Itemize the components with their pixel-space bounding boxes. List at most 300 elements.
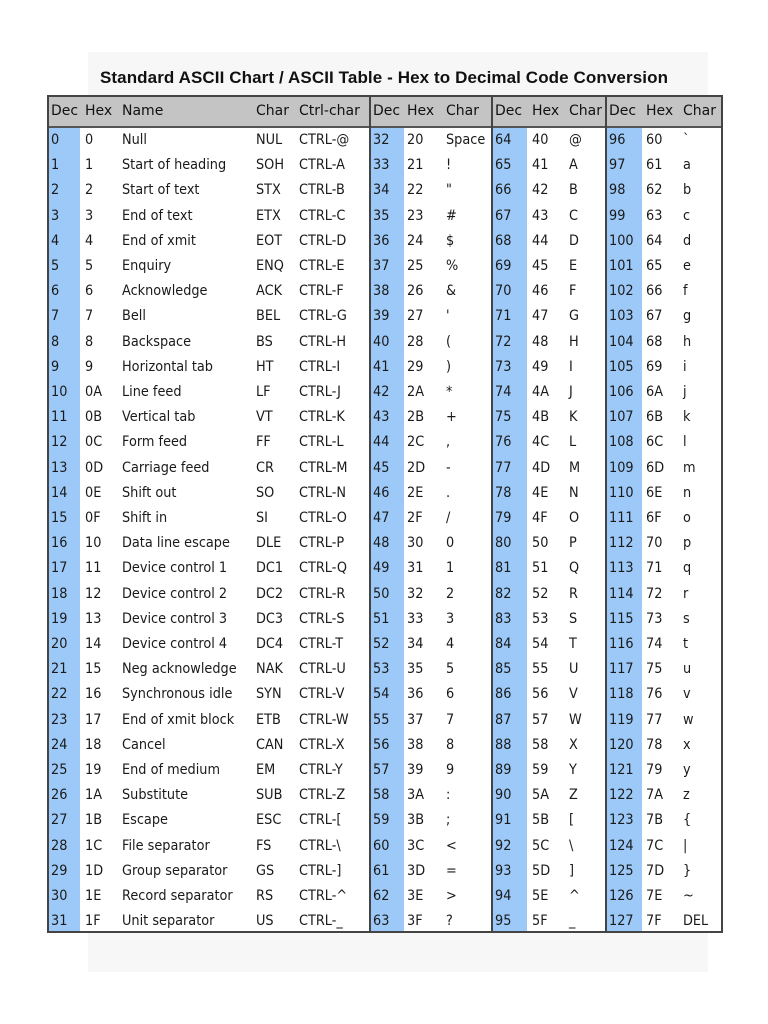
cell-hex-group1: 2 — [85, 182, 94, 199]
cell-dec-group1: 9 — [51, 358, 60, 375]
cell-char-group2: < — [446, 837, 457, 854]
cell-char-group2: 1 — [446, 560, 455, 577]
cell-hex-group2: 2E — [407, 484, 424, 501]
cell-char-group1: SUB — [256, 787, 283, 804]
cell-ctrl-char-group1: CTRL-G — [299, 308, 347, 325]
cell-char-group1: DLE — [256, 535, 282, 552]
cell-char-group1: BEL — [256, 308, 281, 325]
cell-name-group1: Shift out — [122, 484, 177, 501]
cell-dec-group1: 0 — [51, 132, 60, 148]
cell-hex-group4: 6F — [646, 510, 662, 526]
cell-dec-group4: 112 — [609, 535, 634, 552]
cell-hex-group3: 4F — [532, 510, 548, 526]
cell-hex-group1: 18 — [85, 736, 102, 753]
cell-dec-group4: 103 — [609, 308, 634, 325]
cell-dec-group1: 26 — [51, 787, 68, 804]
cell-hex-group3: 4A — [532, 384, 550, 400]
header-char-group2: Char — [446, 103, 479, 119]
cell-hex-group2: 29 — [407, 358, 424, 375]
cell-char-group2: 4 — [446, 636, 455, 652]
cell-char-group4: g — [683, 308, 692, 325]
page-title: Standard ASCII Chart / ASCII Table - Hex to Decimal Code Conversion — [99, 68, 669, 87]
cell-hex-group1: 6 — [85, 283, 94, 300]
cell-ctrl-char-group1: CTRL-J — [299, 384, 341, 400]
table-row — [49, 531, 721, 556]
cell-char-group3: @ — [569, 132, 582, 148]
cell-dec-group1: 5 — [51, 258, 60, 274]
cell-ctrl-char-group1: CTRL-R — [299, 585, 346, 602]
cell-char-group3: U — [569, 661, 579, 678]
cell-ctrl-char-group1: CTRL-@ — [299, 132, 350, 148]
cell-char-group4: r — [683, 585, 689, 602]
cell-hex-group4: 77 — [646, 711, 663, 728]
cell-char-group4: m — [683, 459, 696, 476]
cell-name-group1: End of text — [122, 207, 193, 224]
cell-ctrl-char-group1: CTRL-U — [299, 661, 346, 678]
cell-dec-group1: 27 — [51, 812, 68, 829]
cell-ctrl-char-group1: CTRL-[ — [299, 812, 342, 829]
cell-char-group4: s — [683, 610, 690, 627]
cell-char-group1: DC3 — [256, 610, 284, 627]
cell-dec-group3: 92 — [495, 837, 512, 854]
cell-hex-group3: 50 — [532, 535, 549, 552]
cell-hex-group3: 5E — [532, 888, 549, 904]
cell-char-group4: | — [683, 837, 688, 854]
cell-dec-group2: 50 — [373, 585, 390, 602]
cell-name-group1: Vertical tab — [122, 409, 196, 426]
cell-char-group4: DEL — [683, 913, 709, 930]
cell-hex-group2: 38 — [407, 736, 424, 753]
cell-char-group1: SO — [256, 484, 275, 501]
cell-hex-group1: 0D — [85, 459, 104, 476]
cell-dec-group3: 90 — [495, 787, 512, 804]
cell-hex-group1: 1E — [85, 888, 102, 904]
cell-dec-group2: 54 — [373, 686, 390, 703]
cell-dec-group3: 93 — [495, 862, 512, 879]
header-dec-group2: Dec — [373, 103, 401, 119]
cell-hex-group1: 0F — [85, 510, 101, 526]
cell-char-group1: SOH — [256, 157, 285, 174]
cell-hex-group4: 64 — [646, 232, 663, 249]
cell-ctrl-char-group1: CTRL-Y — [299, 762, 343, 778]
cell-dec-group1: 16 — [51, 535, 68, 552]
cell-dec-group3: 75 — [495, 409, 512, 426]
cell-dec-group2: 41 — [373, 358, 390, 375]
cell-hex-group1: 1C — [85, 837, 103, 854]
cell-char-group3: C — [569, 207, 578, 224]
cell-dec-group4: 126 — [609, 888, 634, 904]
cell-hex-group4: 69 — [646, 358, 663, 375]
cell-char-group1: VT — [256, 409, 273, 426]
cell-char-group4: c — [683, 207, 691, 224]
cell-dec-group2: 45 — [373, 459, 390, 476]
cell-char-group2: = — [446, 862, 457, 879]
cell-char-group4: } — [683, 862, 692, 879]
cell-char-group1: FF — [256, 434, 271, 451]
cell-name-group1: Device control 4 — [122, 636, 228, 652]
cell-char-group4: x — [683, 736, 691, 753]
cell-dec-group3: 64 — [495, 132, 512, 148]
cell-dec-group2: 36 — [373, 232, 390, 249]
cell-hex-group3: 4D — [532, 459, 551, 476]
cell-dec-group2: 33 — [373, 157, 390, 174]
cell-char-group2: - — [446, 459, 451, 476]
cell-char-group2: " — [446, 182, 452, 199]
cell-hex-group2: 33 — [407, 610, 424, 627]
cell-char-group1: DC4 — [256, 636, 284, 652]
cell-hex-group3: 4B — [532, 409, 550, 426]
cell-hex-group3: 40 — [532, 132, 549, 148]
cell-dec-group2: 44 — [373, 434, 390, 451]
cell-char-group3: O — [569, 510, 580, 526]
cell-hex-group4: 74 — [646, 636, 663, 652]
cell-char-group3: K — [569, 409, 578, 426]
cell-dec-group1: 29 — [51, 862, 68, 879]
cell-hex-group1: 7 — [85, 308, 94, 325]
table-header-row — [49, 97, 721, 128]
cell-hex-group4: 6A — [646, 384, 664, 400]
cell-char-group2: ) — [446, 358, 452, 375]
cell-dec-group4: 96 — [609, 132, 626, 148]
cell-dec-group1: 15 — [51, 510, 68, 526]
cell-hex-group3: 4E — [532, 484, 549, 501]
cell-hex-group3: 58 — [532, 736, 549, 753]
cell-name-group1: Neg acknowledge — [122, 661, 237, 678]
cell-hex-group2: 27 — [407, 308, 424, 325]
cell-hex-group2: 24 — [407, 232, 424, 249]
cell-char-group2: 7 — [446, 711, 455, 728]
cell-dec-group1: 17 — [51, 560, 68, 577]
cell-hex-group4: 7C — [646, 837, 664, 854]
cell-name-group1: File separator — [122, 837, 210, 854]
cell-hex-group3: 52 — [532, 585, 549, 602]
table-row — [49, 279, 721, 304]
cell-dec-group2: 32 — [373, 132, 390, 148]
cell-dec-group1: 22 — [51, 686, 68, 703]
cell-char-group4: h — [683, 333, 692, 350]
cell-dec-group3: 89 — [495, 762, 512, 778]
cell-dec-group4: 98 — [609, 182, 626, 199]
cell-char-group2: > — [446, 888, 457, 904]
cell-hex-group1: 10 — [85, 535, 102, 552]
cell-dec-group4: 125 — [609, 862, 634, 879]
cell-char-group2: / — [446, 510, 451, 526]
cell-char-group2: & — [446, 283, 457, 300]
cell-char-group2: 0 — [446, 535, 455, 552]
cell-dec-group1: 25 — [51, 762, 68, 778]
cell-hex-group2: 3C — [407, 837, 425, 854]
cell-hex-group4: 79 — [646, 762, 663, 778]
cell-char-group3: J — [569, 384, 573, 400]
cell-name-group1: Shift in — [122, 510, 168, 526]
header-hex-group3: Hex — [532, 103, 560, 119]
cell-dec-group2: 53 — [373, 661, 390, 678]
table-row — [49, 884, 721, 909]
cell-hex-group3: 5A — [532, 787, 550, 804]
cell-char-group2: Space — [446, 132, 486, 148]
cell-hex-group1: 14 — [85, 636, 102, 652]
header-char-group4: Char — [683, 103, 716, 119]
cell-char-group4: o — [683, 510, 691, 526]
cell-dec-group1: 19 — [51, 610, 68, 627]
cell-char-group1: ETB — [256, 711, 281, 728]
cell-char-group2: 2 — [446, 585, 455, 602]
cell-char-group2: ( — [446, 333, 452, 350]
cell-char-group1: EOT — [256, 232, 283, 249]
cell-dec-group1: 24 — [51, 736, 68, 753]
header-hex-group1: Hex — [85, 103, 113, 119]
table-row — [49, 380, 721, 405]
cell-dec-group4: 123 — [609, 812, 634, 829]
table-row — [49, 657, 721, 682]
cell-hex-group1: 17 — [85, 711, 102, 728]
cell-hex-group4: 65 — [646, 258, 663, 274]
cell-hex-group4: 7D — [646, 862, 665, 879]
table-row — [49, 758, 721, 783]
cell-char-group1: DC2 — [256, 585, 284, 602]
cell-dec-group3: 70 — [495, 283, 512, 300]
header-name-group1: Name — [122, 103, 164, 119]
cell-dec-group3: 86 — [495, 686, 512, 703]
cell-ctrl-char-group1: CTRL-Z — [299, 787, 346, 804]
cell-dec-group4: 104 — [609, 333, 634, 350]
cell-char-group1: BS — [256, 333, 273, 350]
cell-name-group1: Acknowledge — [122, 283, 208, 300]
cell-char-group3: S — [569, 610, 578, 627]
cell-name-group1: Form feed — [122, 434, 188, 451]
cell-dec-group2: 43 — [373, 409, 390, 426]
cell-dec-group1: 28 — [51, 837, 68, 854]
cell-hex-group2: 2D — [407, 459, 426, 476]
cell-dec-group1: 14 — [51, 484, 68, 501]
table-row — [49, 330, 721, 355]
cell-dec-group4: 109 — [609, 459, 634, 476]
cell-dec-group4: 106 — [609, 384, 634, 400]
cell-char-group4: u — [683, 661, 692, 678]
table-row — [49, 506, 721, 531]
cell-char-group3: H — [569, 333, 579, 350]
cell-char-group3: B — [569, 182, 578, 199]
cell-ctrl-char-group1: CTRL-Q — [299, 560, 348, 577]
cell-char-group3: A — [569, 157, 578, 174]
cell-char-group1: HT — [256, 358, 274, 375]
cell-hex-group2: 22 — [407, 182, 424, 199]
cell-hex-group3: 53 — [532, 610, 549, 627]
cell-char-group3: Z — [569, 787, 578, 804]
table-row — [49, 128, 721, 153]
cell-char-group1: RS — [256, 888, 274, 904]
cell-dec-group3: 66 — [495, 182, 512, 199]
cell-char-group1: FS — [256, 837, 272, 854]
cell-char-group4: f — [683, 283, 688, 300]
cell-ctrl-char-group1: CTRL-C — [299, 207, 346, 224]
cell-hex-group3: 55 — [532, 661, 549, 678]
cell-dec-group2: 58 — [373, 787, 390, 804]
cell-ctrl-char-group1: CTRL-O — [299, 510, 347, 526]
cell-ctrl-char-group1: CTRL-F — [299, 283, 344, 300]
table-row — [49, 229, 721, 254]
cell-dec-group1: 21 — [51, 661, 68, 678]
cell-name-group1: Bell — [122, 308, 146, 325]
cell-dec-group1: 13 — [51, 459, 68, 476]
cell-char-group1: CR — [256, 459, 274, 476]
cell-hex-group3: 5F — [532, 913, 548, 930]
cell-char-group1: CAN — [256, 736, 284, 753]
cell-char-group4: d — [683, 232, 692, 249]
cell-char-group2: $ — [446, 232, 455, 249]
cell-char-group1: DC1 — [256, 560, 284, 577]
cell-hex-group3: 49 — [532, 358, 549, 375]
header-ctrl-char-group1: Ctrl-char — [299, 103, 360, 119]
cell-dec-group2: 49 — [373, 560, 390, 577]
cell-dec-group3: 67 — [495, 207, 512, 224]
cell-hex-group3: 56 — [532, 686, 549, 703]
cell-char-group3: \ — [569, 837, 574, 854]
cell-char-group4: ~ — [683, 888, 694, 904]
cell-ctrl-char-group1: CTRL-A — [299, 157, 345, 174]
cell-char-group3: F — [569, 283, 577, 300]
cell-hex-group2: 36 — [407, 686, 424, 703]
cell-name-group1: Carriage feed — [122, 459, 210, 476]
cell-dec-group2: 35 — [373, 207, 390, 224]
cell-hex-group3: 59 — [532, 762, 549, 778]
cell-hex-group3: 5C — [532, 837, 550, 854]
cell-hex-group2: 2A — [407, 384, 425, 400]
cell-dec-group2: 42 — [373, 384, 390, 400]
cell-ctrl-char-group1: CTRL-E — [299, 258, 345, 274]
cell-hex-group4: 6B — [646, 409, 664, 426]
cell-ctrl-char-group1: CTRL-D — [299, 232, 347, 249]
cell-hex-group3: 41 — [532, 157, 549, 174]
table-row — [49, 808, 721, 833]
cell-hex-group2: 34 — [407, 636, 424, 652]
cell-hex-group3: 54 — [532, 636, 549, 652]
header-dec-group4: Dec — [609, 103, 637, 119]
cell-hex-group1: 1D — [85, 862, 104, 879]
cell-char-group2: + — [446, 409, 457, 426]
cell-dec-group2: 56 — [373, 736, 390, 753]
cell-char-group4: n — [683, 484, 692, 501]
cell-dec-group1: 4 — [51, 232, 60, 249]
cell-dec-group1: 8 — [51, 333, 60, 350]
cell-name-group1: Start of heading — [122, 157, 227, 174]
cell-hex-group3: 46 — [532, 283, 549, 300]
table-row — [49, 254, 721, 279]
cell-name-group1: End of xmit block — [122, 711, 235, 728]
table-row — [49, 708, 721, 733]
cell-char-group3: P — [569, 535, 577, 552]
cell-hex-group3: 5D — [532, 862, 551, 879]
cell-dec-group3: 65 — [495, 157, 512, 174]
cell-dec-group1: 6 — [51, 283, 60, 300]
cell-char-group2: 8 — [446, 736, 455, 753]
cell-dec-group4: 102 — [609, 283, 634, 300]
cell-hex-group1: 0C — [85, 434, 103, 451]
cell-hex-group2: 20 — [407, 132, 424, 148]
cell-char-group1: LF — [256, 384, 271, 400]
cell-hex-group3: 48 — [532, 333, 549, 350]
cell-dec-group3: 81 — [495, 560, 512, 577]
cell-hex-group2: 3A — [407, 787, 425, 804]
cell-name-group1: Horizontal tab — [122, 358, 213, 375]
cell-hex-group1: 0A — [85, 384, 103, 400]
cell-ctrl-char-group1: CTRL-X — [299, 736, 345, 753]
cell-hex-group4: 7B — [646, 812, 664, 829]
cell-dec-group4: 114 — [609, 585, 634, 602]
cell-hex-group2: 2B — [407, 409, 425, 426]
cell-dec-group3: 91 — [495, 812, 512, 829]
cell-hex-group4: 75 — [646, 661, 663, 678]
cell-name-group1: Cancel — [122, 736, 166, 753]
cell-ctrl-char-group1: CTRL-] — [299, 862, 342, 879]
cell-hex-group2: 23 — [407, 207, 424, 224]
cell-hex-group1: 1 — [85, 157, 94, 174]
cell-dec-group3: 82 — [495, 585, 512, 602]
cell-dec-group4: 108 — [609, 434, 634, 451]
cell-dec-group1: 2 — [51, 182, 60, 199]
cell-dec-group3: 72 — [495, 333, 512, 350]
cell-name-group1: Escape — [122, 812, 168, 829]
cell-hex-group1: 19 — [85, 762, 102, 778]
cell-hex-group1: 16 — [85, 686, 102, 703]
cell-char-group4: j — [683, 384, 687, 400]
cell-dec-group4: 118 — [609, 686, 634, 703]
cell-dec-group3: 74 — [495, 384, 512, 400]
cell-dec-group2: 46 — [373, 484, 390, 501]
cell-hex-group4: 66 — [646, 283, 663, 300]
table-row — [49, 153, 721, 178]
cell-dec-group3: 76 — [495, 434, 512, 451]
cell-dec-group4: 119 — [609, 711, 634, 728]
cell-char-group1: GS — [256, 862, 275, 879]
table-row — [49, 859, 721, 884]
cell-name-group1: Group separator — [122, 862, 228, 879]
cell-char-group2: 9 — [446, 762, 455, 778]
cell-dec-group4: 124 — [609, 837, 634, 854]
cell-hex-group1: 9 — [85, 358, 94, 375]
cell-ctrl-char-group1: CTRL-M — [299, 459, 348, 476]
cell-hex-group3: 47 — [532, 308, 549, 325]
cell-hex-group1: 1B — [85, 812, 103, 829]
cell-hex-group2: 3F — [407, 913, 423, 930]
cell-char-group1: NUL — [256, 132, 283, 148]
cell-hex-group4: 7E — [646, 888, 663, 904]
cell-hex-group4: 62 — [646, 182, 663, 199]
cell-dec-group2: 34 — [373, 182, 390, 199]
cell-char-group4: w — [683, 711, 694, 728]
cell-dec-group4: 99 — [609, 207, 626, 224]
cell-char-group3: X — [569, 736, 578, 753]
cell-char-group3: [ — [569, 812, 575, 829]
table-row — [49, 682, 721, 707]
cell-name-group1: Record separator — [122, 888, 233, 904]
cell-dec-group1: 3 — [51, 207, 60, 224]
cell-dec-group4: 97 — [609, 157, 626, 174]
cell-char-group3: W — [569, 711, 582, 728]
cell-hex-group4: 76 — [646, 686, 663, 703]
table-row — [49, 355, 721, 380]
cell-char-group3: V — [569, 686, 578, 703]
cell-char-group4: t — [683, 636, 689, 652]
cell-char-group1: EM — [256, 762, 276, 778]
cell-char-group4: i — [683, 358, 687, 375]
cell-hex-group2: 39 — [407, 762, 424, 778]
cell-dec-group3: 73 — [495, 358, 512, 375]
cell-hex-group4: 72 — [646, 585, 663, 602]
cell-hex-group2: 3E — [407, 888, 424, 904]
cell-ctrl-char-group1: CTRL-^ — [299, 888, 348, 904]
cell-dec-group2: 37 — [373, 258, 390, 274]
